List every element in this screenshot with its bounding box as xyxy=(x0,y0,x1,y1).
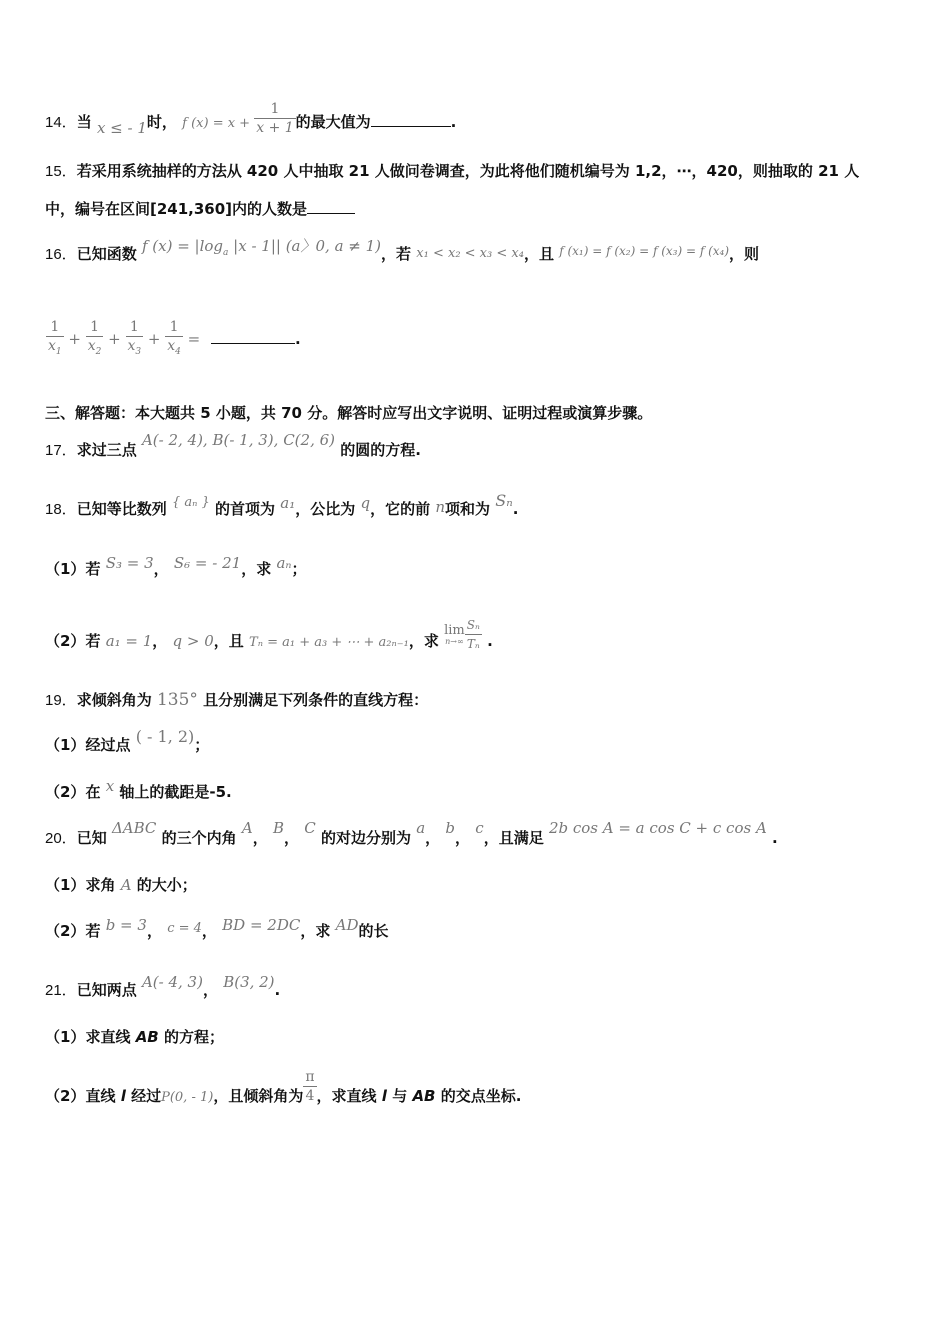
sequence: { aₙ } xyxy=(171,495,210,510)
question-16-sum: $\frac{1}{x_1}$ + $\frac{1}{x_2}$ + $\frac{1}{x_3}$ + $\frac{1}{x_4}$ = . xyxy=(46,318,301,361)
section-heading: 三、解答题：本大题共 5 小题，共 70 分。解答时应写出文字说明、证明过程或演算步骤。 xyxy=(45,404,653,422)
question-17: 17．求过三点 A(- 2, 4), B(- 1, 3), C(2, 6) 的圆的方程. xyxy=(45,431,421,459)
fraction-1: $\frac{1}{x_1}$ xyxy=(48,319,62,357)
fraction-4: $\frac{1}{x_4}$ xyxy=(167,319,181,357)
question-21-part1: （1）求直线 AB 的方程； xyxy=(45,1028,224,1046)
question-14: 14．当 x ≤ - 1时， f (x) = x + $\frac{1}{x + 1}$ 的最大值为 . xyxy=(45,101,457,137)
limit-fraction: $\frac{\text{Sₙ}}{\text{Tₙ}}$ xyxy=(466,618,480,651)
question-19: 19．求倾斜角为 135° 且分别满足下列条件的直线方程： xyxy=(45,690,429,710)
question-21: 21．已知两点 A(- 4, 3)， B(3, 2). xyxy=(45,973,281,999)
function-def: f $(x) = |\log_a$ |x - 1|| (a〉0, a ≠ 1) xyxy=(141,237,382,258)
question-number: 19． xyxy=(45,692,77,709)
question-number: 14． xyxy=(45,114,77,131)
question-number: 20． xyxy=(45,830,77,847)
limit: lim n→∞ xyxy=(444,622,465,646)
question-21-part2: （2）直线 l 经过P(0, - 1)，且倾斜角为 $\frac{\pi}{4}$ ，求直线 l 与 AB 的交点坐标. xyxy=(45,1069,522,1105)
answer-blank[interactable] xyxy=(211,343,295,344)
question-15: 15．若采用系统抽样的方法从 420 人中抽取 21 人做问卷调查，为此将他们随机编号为 1,2，⋯，420，则抽取的 21 人 xyxy=(45,162,860,180)
question-number: 21． xyxy=(45,982,77,999)
fraction-3: $\frac{1}{x_3}$ xyxy=(127,319,142,357)
question-20-part2: （2）若 b = 3， c = 4， BD = 2DC，求 AD的长 xyxy=(45,916,389,940)
condition: x ≤ - 1 xyxy=(96,119,147,137)
question-18-part1: （1）若 S₃ = 3， S₆ = - 21，求 aₙ； xyxy=(45,554,307,578)
question-number: 16． xyxy=(45,246,77,263)
question-19-part2: （2）在 x 轴上的截距是-5. xyxy=(45,777,232,801)
question-20: 20．已知 ΔABC 的三个内角 A， B， C 的对边分别为 a， b， c，且满足 2b cos A = a cos C + c cos A . xyxy=(45,819,778,847)
inequality: x₁ < x₂ < x₃ < x₄ xyxy=(416,246,524,261)
question-19-part1: （1）经过点 ( - 1, 2)； xyxy=(45,727,210,754)
function-expr: f (x) = x + xyxy=(182,116,255,131)
angle-fraction: $\frac{\pi}{4}$ xyxy=(305,1069,315,1104)
fraction-2: $\frac{1}{x_2}$ xyxy=(87,319,102,357)
fraction: $\frac{1}{x + 1}$ xyxy=(256,101,294,136)
answer-blank[interactable] xyxy=(371,126,451,127)
question-20-part1: （1）求角 A 的大小； xyxy=(45,876,197,894)
question-16: 16．已知函数 f $(x) = |\log_a$ |x - 1|| (a〉0, a ≠ 1)，若 x₁ < x₂ < x₃ < x₄，且 $^{f (x_1) = f (x_2) = f (x_3) = f (x_4)}$，则 xyxy=(45,237,760,263)
question-18: 18．已知等比数列 { aₙ } 的首项为 a₁，公比为 q，它的前 n项和为 Sₙ. xyxy=(45,491,519,518)
equality: f (x₁) = f (x₂) = f (x₃) = f (x₄) xyxy=(559,244,730,258)
points: A(- 2, 4), B(- 1, 3), C(2, 6) xyxy=(141,431,335,449)
question-18-part2: （2）若 a₁ = 1， q > 0，且 Tₙ = a₁ + a₃ + ⋯ + a₂ₙ₋₁，求 lim n→∞ $\frac{\text{Sₙ}}{\text{Tₙ}}$ . xyxy=(45,618,493,651)
question-number: 18． xyxy=(45,501,77,518)
answer-blank[interactable] xyxy=(307,213,355,214)
question-number: 17． xyxy=(45,442,77,459)
question-number: 15． xyxy=(45,163,77,180)
question-15-line2: 中，编号在区间[241,360]内的人数是 xyxy=(45,199,355,219)
